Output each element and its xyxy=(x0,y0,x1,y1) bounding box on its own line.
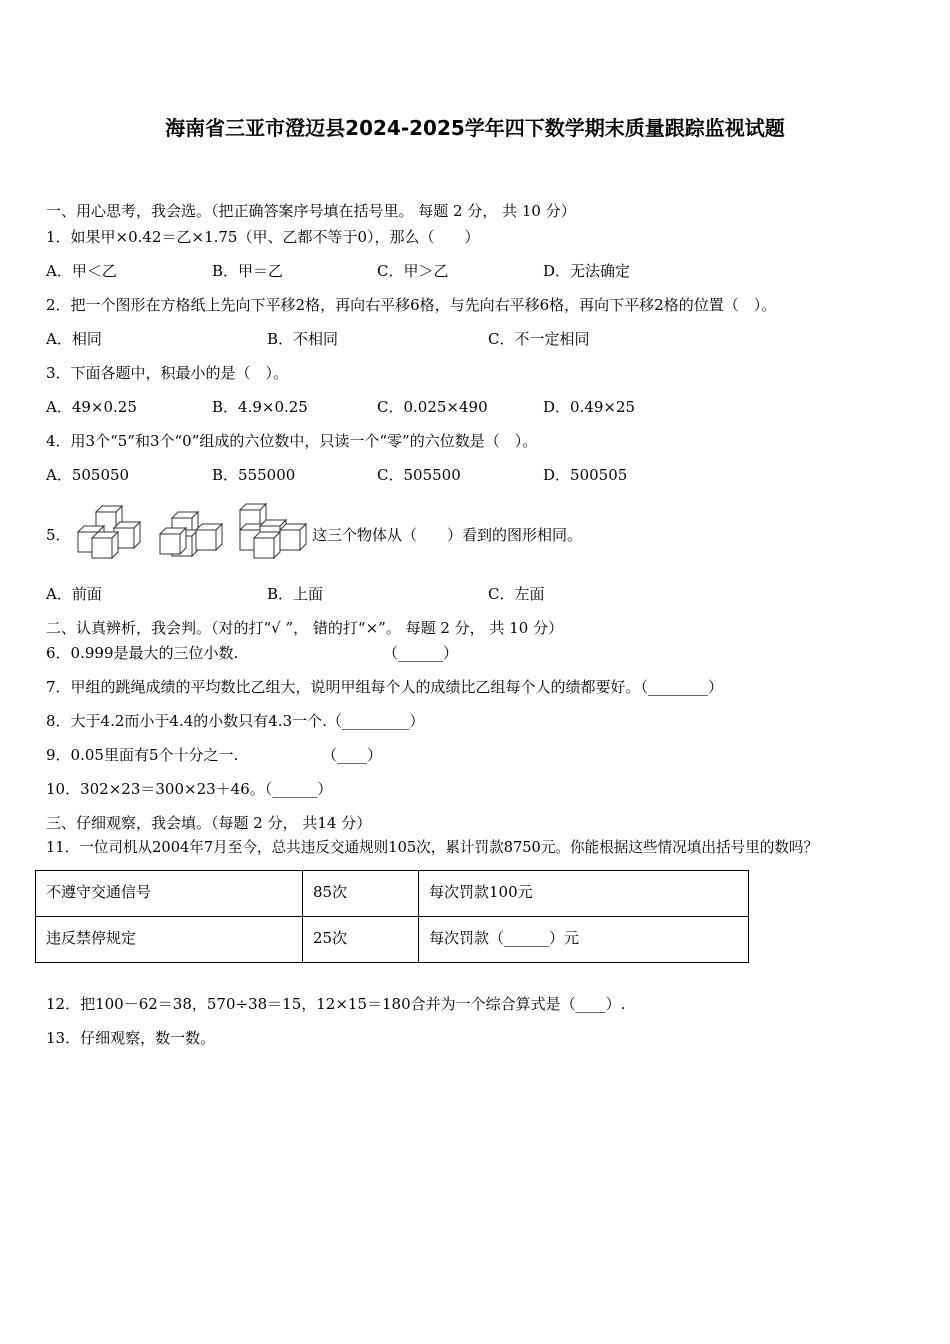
table-cell: 不遵守交通信号 xyxy=(36,871,303,917)
option-d[interactable]: D．0.49×25 xyxy=(543,398,636,416)
question-8-stem: 8．大于4.2而小于4.4的小数只有4.3一个.（_________） xyxy=(46,712,425,730)
question-6-blank[interactable]: （______） xyxy=(383,644,459,662)
question-1-options xyxy=(46,261,906,281)
option-c[interactable]: C．0.025×490 xyxy=(377,398,488,416)
question-1-stem: 1．如果甲×0.42＝乙×1.75（甲、乙都不等于0），那么（ ） xyxy=(46,228,480,246)
option-d[interactable]: D．无法确定 xyxy=(543,262,631,280)
option-d[interactable]: D．500505 xyxy=(543,466,628,484)
question-12-stem: 12．把100－62＝38，570÷38＝15，12×15＝180合并为一个综合算式是（____）. xyxy=(46,995,626,1013)
option-c[interactable]: C．甲＞乙 xyxy=(377,262,449,280)
question-3-stem: 3．下面各题中，积最小的是（ ）。 xyxy=(46,364,289,382)
question-2-stem: 2．把一个图形在方格纸上先向下平移2格，再向右平移6格，与先向右平移6格，再向下平移2格的位置（ ）。 xyxy=(46,296,777,314)
option-a[interactable]: A．前面 xyxy=(46,585,102,603)
option-b[interactable]: B．上面 xyxy=(267,585,324,603)
question-11-table xyxy=(35,870,749,963)
option-b[interactable]: B．不相同 xyxy=(267,330,339,348)
question-6-stem: 6．0.999是最大的三位小数. xyxy=(46,644,239,662)
cube-figure-1 xyxy=(78,506,140,558)
question-13-stem: 13．仔细观察，数一数。 xyxy=(46,1029,216,1047)
section-2-heading: 二、认真辨析，我会判。（对的打“√ ”， 错的打“×”。 每题 2 分， 共 10 分） xyxy=(46,619,564,637)
option-a[interactable]: A．相同 xyxy=(46,330,102,348)
page-title: 海南省三亚市澄迈县2024-2025学年四下数学期末质量跟踪监视试题 xyxy=(165,116,785,140)
question-4-options xyxy=(46,465,906,485)
question-5-number: 5． xyxy=(46,526,71,544)
question-4-stem: 4．用3个“5”和3个“0”组成的六位数中，只读一个“零”的六位数是（ ）。 xyxy=(46,432,538,450)
cube-figures-drawing xyxy=(74,500,314,560)
option-a[interactable]: A．甲＜乙 xyxy=(46,262,117,280)
section-1-heading: 一、用心思考，我会选。（把正确答案序号填在括号里。 每题 2 分， 共 10 分） xyxy=(46,202,576,220)
option-a[interactable]: A．49×0.25 xyxy=(46,398,137,416)
question-3-options xyxy=(46,397,906,417)
cube-figure-2 xyxy=(160,512,222,556)
question-9-stem: 9．0.05里面有5个十分之一. xyxy=(46,746,239,764)
option-b[interactable]: B．甲＝乙 xyxy=(212,262,284,280)
option-b[interactable]: B．4.9×0.25 xyxy=(212,398,308,416)
question-11-stem: 11．一位司机从2004年7月至今，总共违反交通规则105次，累计罚款8750元。你能根据这些情况填出括号里的数吗？ xyxy=(46,839,819,856)
question-2-options xyxy=(46,329,906,349)
question-7-stem: 7．甲组的跳绳成绩的平均数比乙组大，说明甲组每个人的成绩比乙组每个人的绩都要好。（________） xyxy=(46,678,724,696)
table-cell[interactable]: 每次罚款（______）元 xyxy=(419,917,749,963)
option-b[interactable]: B．555000 xyxy=(212,466,296,484)
option-c[interactable]: C．不一定相同 xyxy=(488,330,590,348)
question-10-stem: 10．302×23＝300×23＋46。（______） xyxy=(46,780,333,798)
option-c[interactable]: C．左面 xyxy=(488,585,545,603)
option-a[interactable]: A．505050 xyxy=(46,466,130,484)
question-9-blank[interactable]: （____） xyxy=(322,746,383,764)
table-cell: 85次 xyxy=(303,871,419,917)
table-cell: 违反禁停规定 xyxy=(36,917,303,963)
section-3-heading: 三、仔细观察，我会填。（每题 2 分， 共14 分） xyxy=(46,814,372,832)
table-row xyxy=(36,917,749,963)
cube-figures xyxy=(74,500,314,560)
table-cell: 25次 xyxy=(303,917,419,963)
option-c[interactable]: C．505500 xyxy=(377,466,461,484)
question-5-options xyxy=(46,584,906,604)
cube-figure-3 xyxy=(240,504,306,558)
table-cell: 每次罚款100元 xyxy=(419,871,749,917)
question-5-stem: 这三个物体从（ ）看到的图形相同。 xyxy=(312,526,583,544)
table-row xyxy=(36,871,749,917)
